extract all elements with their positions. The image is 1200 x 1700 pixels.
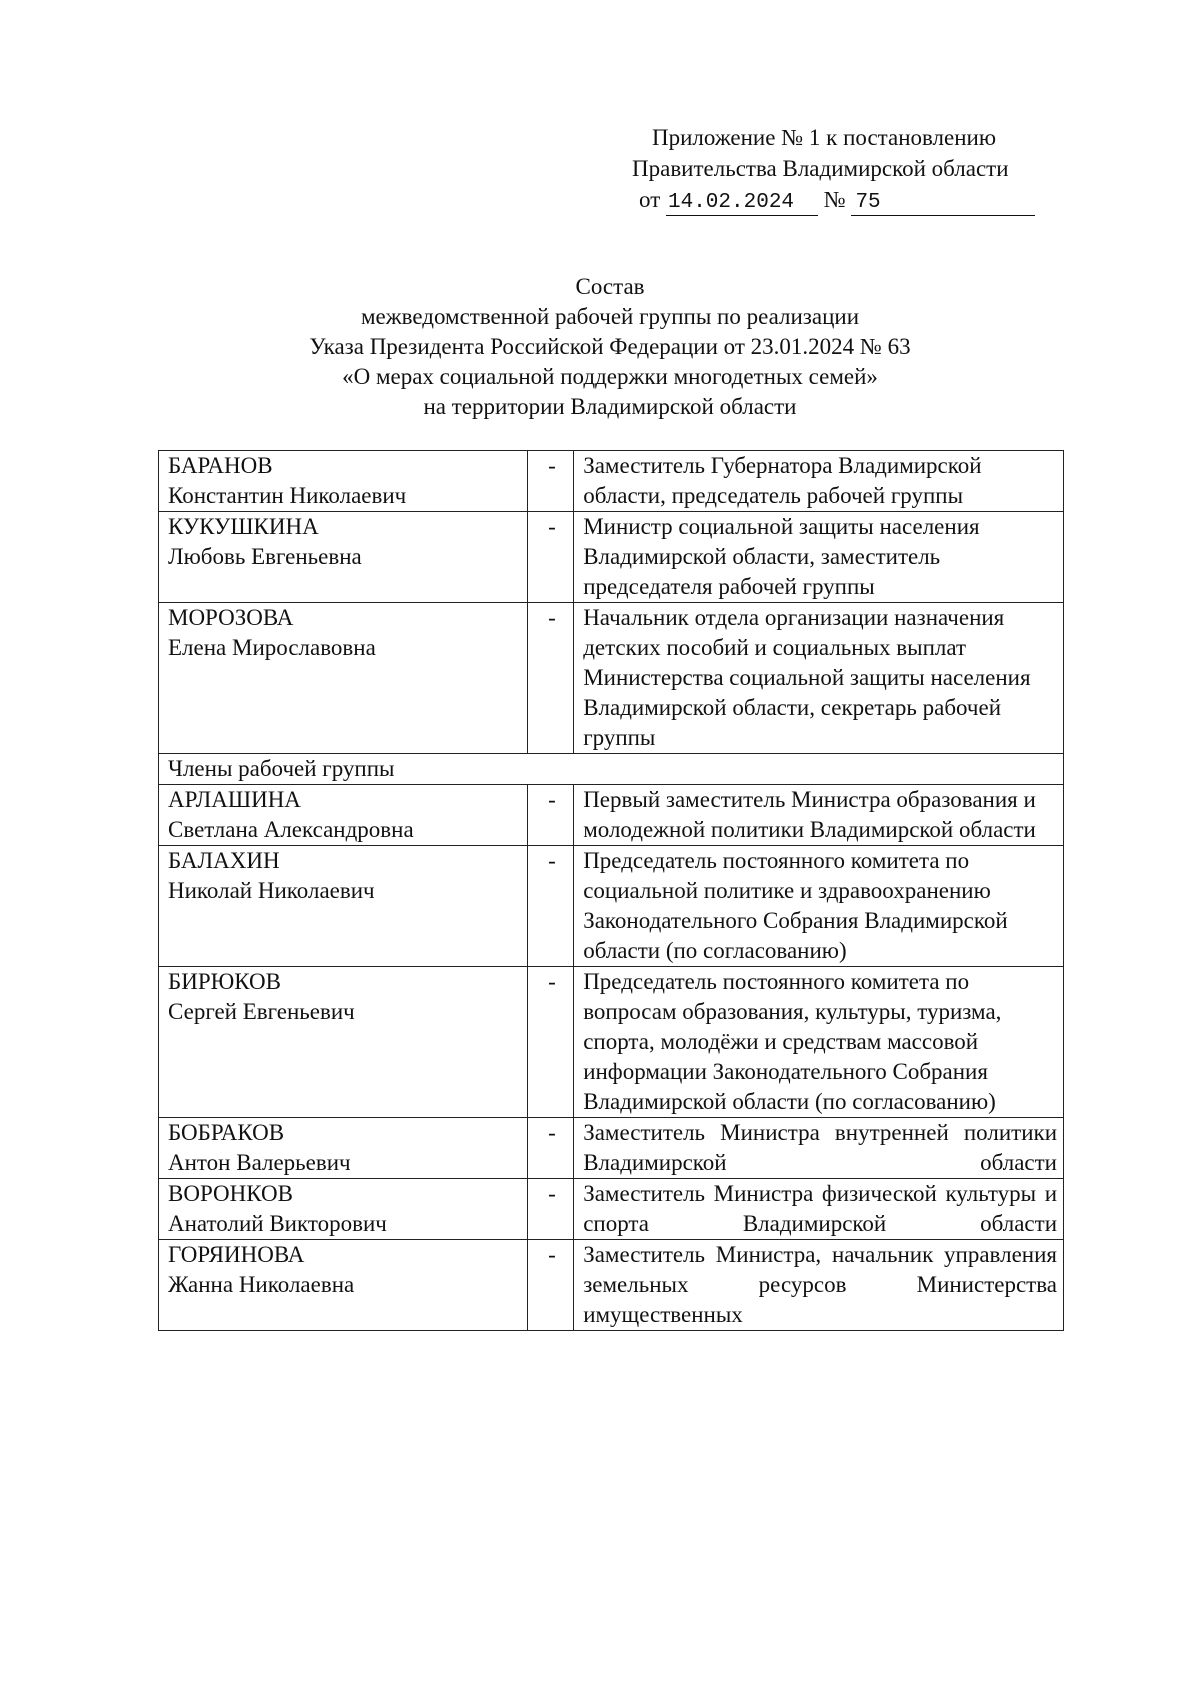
dash-cell: - bbox=[527, 512, 573, 603]
name-cell bbox=[159, 451, 528, 512]
decree-number: 75 bbox=[851, 191, 1035, 216]
title-line-3: Указа Президента Российской Федерации от 23.01.2024 № 63 bbox=[309, 334, 911, 359]
name-cell bbox=[159, 512, 528, 603]
table-row bbox=[159, 1240, 1064, 1331]
dash-cell: - bbox=[527, 1240, 573, 1331]
table-row-group-heading bbox=[159, 754, 1064, 785]
surname: АРЛАШИНА bbox=[168, 787, 301, 812]
given-names: Анатолий Викторович bbox=[168, 1211, 387, 1236]
role-cell: Заместитель Губернатора Владимирской области, председатель рабочей группы bbox=[574, 451, 1064, 512]
appendix-header bbox=[622, 122, 1062, 216]
role-cell: Председатель постоянного комитета по социальной политике и здравоохранению Законодательного Собрания Владимирской области (по согласованию) bbox=[574, 846, 1064, 967]
document-title bbox=[160, 272, 1060, 422]
surname: МОРОЗОВА bbox=[168, 605, 294, 630]
given-names: Константин Николаевич bbox=[168, 483, 407, 508]
given-names: Сергей Евгеньевич bbox=[168, 999, 355, 1024]
surname: БИРЮКОВ bbox=[168, 969, 281, 994]
table-row bbox=[159, 1179, 1064, 1240]
given-names: Антон Валерьевич bbox=[168, 1150, 351, 1175]
appendix-line-1: Приложение № 1 к постановлению bbox=[652, 125, 997, 150]
members-heading: Члены рабочей группы bbox=[159, 754, 1064, 785]
name-cell bbox=[159, 785, 528, 846]
role-cell: Первый заместитель Министра образования и молодежной политики Владимирской области bbox=[574, 785, 1064, 846]
given-names: Любовь Евгеньевна bbox=[168, 544, 362, 569]
name-cell bbox=[159, 967, 528, 1118]
role-cell: Начальник отдела организации назначения детских пособий и социальных выплат Министерства социальной защиты населения Владимирской области, секретарь рабочей группы bbox=[574, 603, 1064, 754]
name-cell bbox=[159, 1240, 528, 1331]
dash-cell: - bbox=[527, 967, 573, 1118]
surname: БАРАНОВ bbox=[168, 453, 273, 478]
table-row bbox=[159, 1118, 1064, 1179]
title-line-5: на территории Владимирской области bbox=[423, 394, 797, 419]
role-cell: Министр социальной защиты населения Владимирской области, заместитель председателя рабочей группы bbox=[574, 512, 1064, 603]
dash-cell: - bbox=[527, 785, 573, 846]
title-line-4: «О мерах социальной поддержки многодетных семей» bbox=[342, 364, 878, 389]
surname: ГОРЯИНОВА bbox=[168, 1242, 305, 1267]
appendix-line-3 bbox=[622, 184, 1062, 216]
table-row bbox=[159, 451, 1064, 512]
surname: БОБРАКОВ bbox=[168, 1120, 285, 1145]
members-table bbox=[158, 450, 1064, 1331]
dash-cell: - bbox=[527, 451, 573, 512]
role-cell: Заместитель Министра физической культуры и спорта Владимирской области bbox=[574, 1179, 1064, 1240]
from-label: от bbox=[639, 187, 661, 212]
table-row bbox=[159, 512, 1064, 603]
name-cell bbox=[159, 1179, 528, 1240]
surname: БАЛАХИН bbox=[168, 848, 280, 873]
table-row bbox=[159, 846, 1064, 967]
surname: КУКУШКИНА bbox=[168, 514, 319, 539]
given-names: Николай Николаевич bbox=[168, 878, 375, 903]
given-names: Елена Мирославовна bbox=[168, 635, 376, 660]
role-cell: Заместитель Министра внутренней политики Владимирской области bbox=[574, 1118, 1064, 1179]
dash-cell: - bbox=[527, 1179, 573, 1240]
name-cell bbox=[159, 603, 528, 754]
table-row bbox=[159, 785, 1064, 846]
number-label: № bbox=[823, 187, 846, 212]
given-names: Светлана Александровна bbox=[168, 817, 414, 842]
dash-cell: - bbox=[527, 603, 573, 754]
decree-date: 14.02.2024 bbox=[666, 191, 818, 216]
dash-cell: - bbox=[527, 846, 573, 967]
surname: ВОРОНКОВ bbox=[168, 1181, 293, 1206]
title-line-1: Состав bbox=[575, 274, 645, 299]
title-line-2: межведомственной рабочей группы по реализации bbox=[360, 304, 860, 329]
name-cell bbox=[159, 1118, 528, 1179]
name-cell bbox=[159, 846, 528, 967]
role-cell: Председатель постоянного комитета по вопросам образования, культуры, туризма, спорта, молодёжи и средствам массовой информации Законодательного Собрания Владимирской области (по согласованию) bbox=[574, 967, 1064, 1118]
given-names: Жанна Николаевна bbox=[168, 1272, 355, 1297]
table-row bbox=[159, 967, 1064, 1118]
role-cell: Заместитель Министра, начальник управления земельных ресурсов Министерства имущественных bbox=[574, 1240, 1064, 1331]
appendix-line-2: Правительства Владимирской области bbox=[632, 156, 1009, 181]
dash-cell: - bbox=[527, 1118, 573, 1179]
table-row bbox=[159, 603, 1064, 754]
